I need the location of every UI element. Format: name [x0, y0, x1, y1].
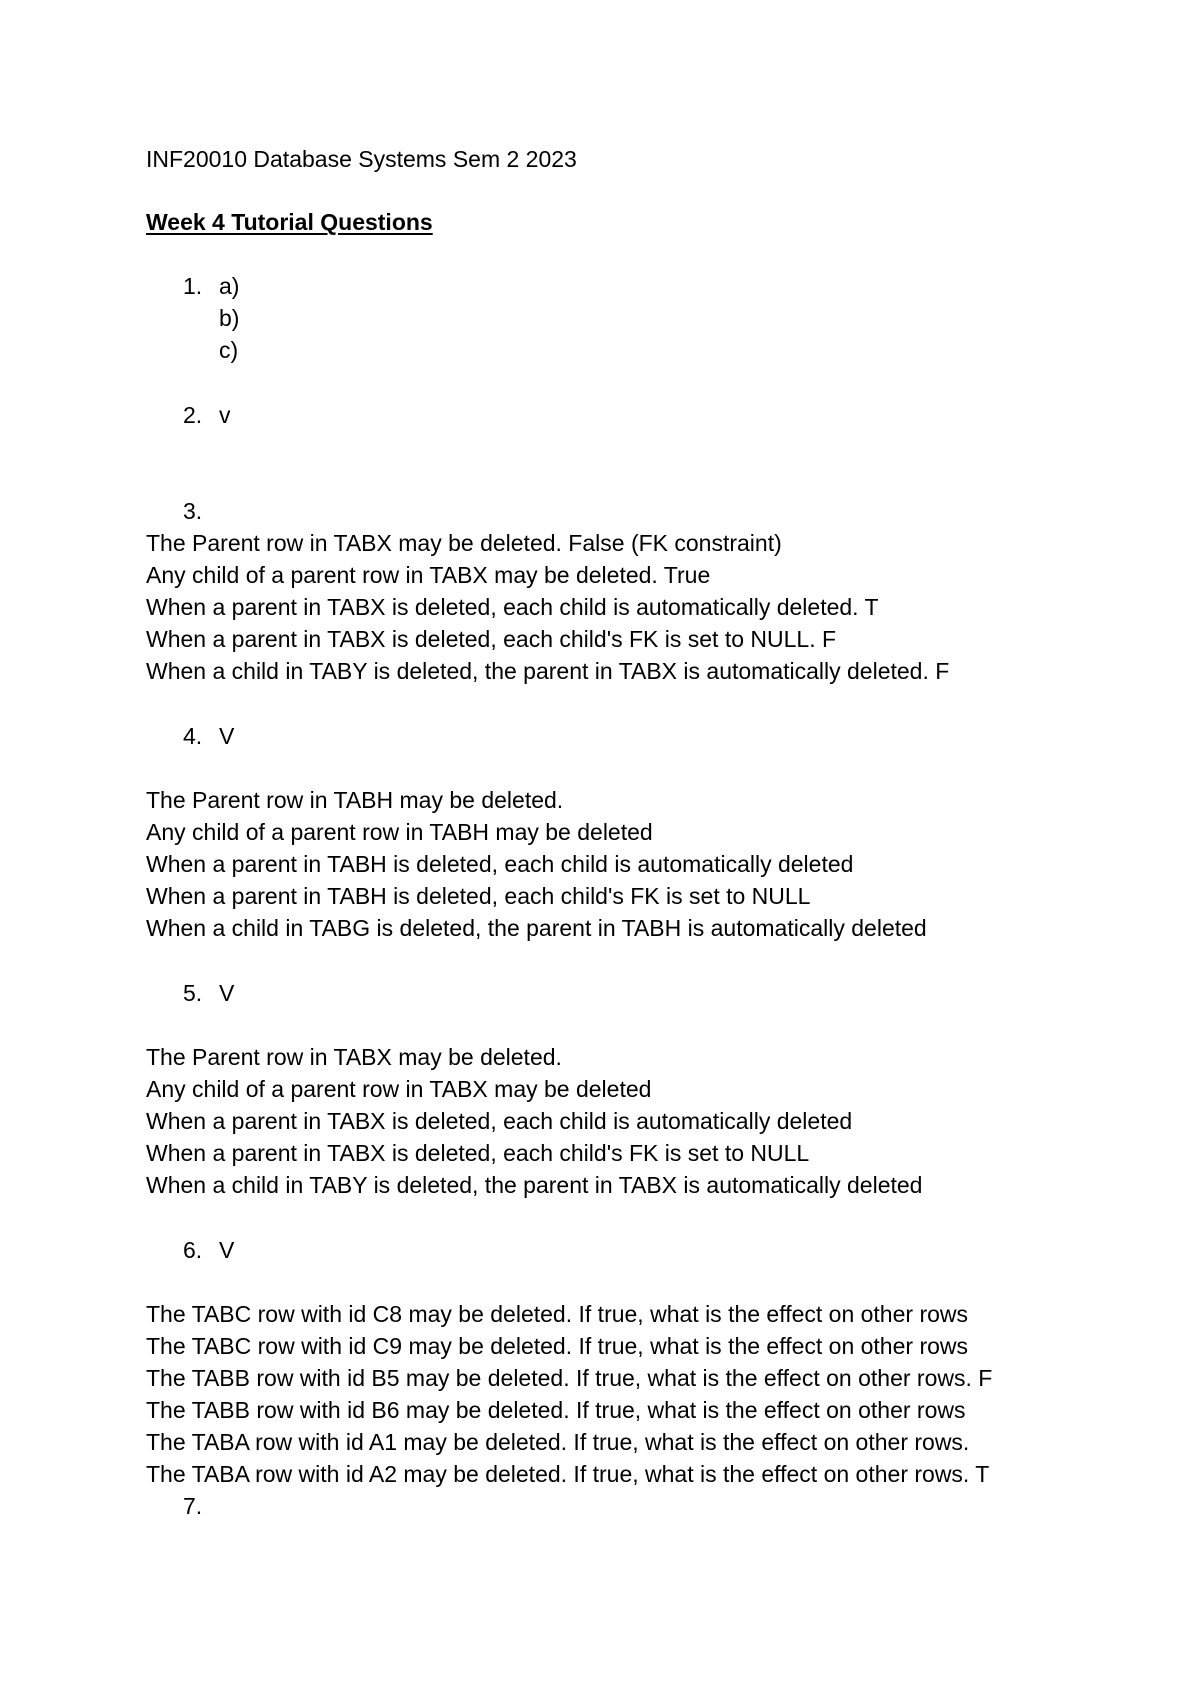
question-4-line: When a parent in TABH is deleted, each child's FK is set to NULL	[146, 883, 811, 909]
question-5-line: Any child of a parent row in TABX may be deleted	[146, 1076, 652, 1102]
question-5-answer: V	[219, 980, 235, 1006]
question-6-answer: V	[219, 1237, 235, 1263]
question-4-line: The Parent row in TABH may be deleted.	[146, 787, 564, 813]
question-5-line: When a child in TABY is deleted, the parent in TABX is automatically deleted	[146, 1172, 923, 1198]
question-5-line: The Parent row in TABX may be deleted.	[146, 1044, 562, 1070]
question-4	[183, 720, 234, 752]
question-number: 7.	[183, 1493, 203, 1519]
question-4-line: When a parent in TABH is deleted, each child is automatically deleted	[146, 851, 854, 877]
question-3-line: The Parent row in TABX may be deleted. False (FK constraint)	[146, 530, 782, 556]
question-6-line: The TABB row with id B5 may be deleted. If true, what is the effect on other rows. F	[146, 1365, 993, 1391]
question-number: 6.	[183, 1237, 203, 1263]
question-1-part-c: c)	[219, 337, 239, 363]
page-heading: Week 4 Tutorial Questions	[146, 209, 433, 235]
course-title: INF20010 Database Systems Sem 2 2023	[146, 146, 577, 172]
question-2-answer: v	[219, 402, 231, 428]
question-3-line: When a parent in TABX is deleted, each child's FK is set to NULL. F	[146, 626, 837, 652]
question-5-line: When a parent in TABX is deleted, each child is automatically deleted	[146, 1108, 853, 1134]
question-4-answer: V	[219, 723, 235, 749]
question-6-line: The TABC row with id C9 may be deleted. If true, what is the effect on other rows	[146, 1333, 969, 1359]
question-4-line: Any child of a parent row in TABH may be deleted	[146, 819, 653, 845]
question-6-line: The TABA row with id A1 may be deleted. If true, what is the effect on other rows.	[146, 1429, 970, 1455]
question-2	[183, 399, 231, 431]
question-3-line: Any child of a parent row in TABX may be deleted. True	[146, 562, 711, 588]
question-1-part-a: a)	[219, 273, 240, 299]
question-1-part-b: b)	[219, 305, 240, 331]
question-number: 4.	[183, 723, 203, 749]
question-1	[183, 270, 239, 302]
question-number: 3.	[183, 498, 203, 524]
question-number: 2.	[183, 402, 203, 428]
question-6-line: The TABC row with id C8 may be deleted. If true, what is the effect on other rows	[146, 1301, 969, 1327]
question-6-line: The TABB row with id B6 may be deleted. If true, what is the effect on other rows	[146, 1397, 966, 1423]
question-7	[183, 1490, 219, 1522]
question-3-line: When a parent in TABX is deleted, each child is automatically deleted. T	[146, 594, 879, 620]
question-number: 1.	[183, 273, 203, 299]
question-5-line: When a parent in TABX is deleted, each child's FK is set to NULL	[146, 1140, 810, 1166]
question-5	[183, 977, 234, 1009]
question-6	[183, 1234, 234, 1266]
question-number: 5.	[183, 980, 203, 1006]
question-3	[183, 495, 219, 527]
question-4-line: When a child in TABG is deleted, the parent in TABH is automatically deleted	[146, 915, 927, 941]
question-6-line: The TABA row with id A2 may be deleted. If true, what is the effect on other rows. T	[146, 1461, 990, 1487]
question-3-line: When a child in TABY is deleted, the parent in TABX is automatically deleted. F	[146, 658, 950, 684]
